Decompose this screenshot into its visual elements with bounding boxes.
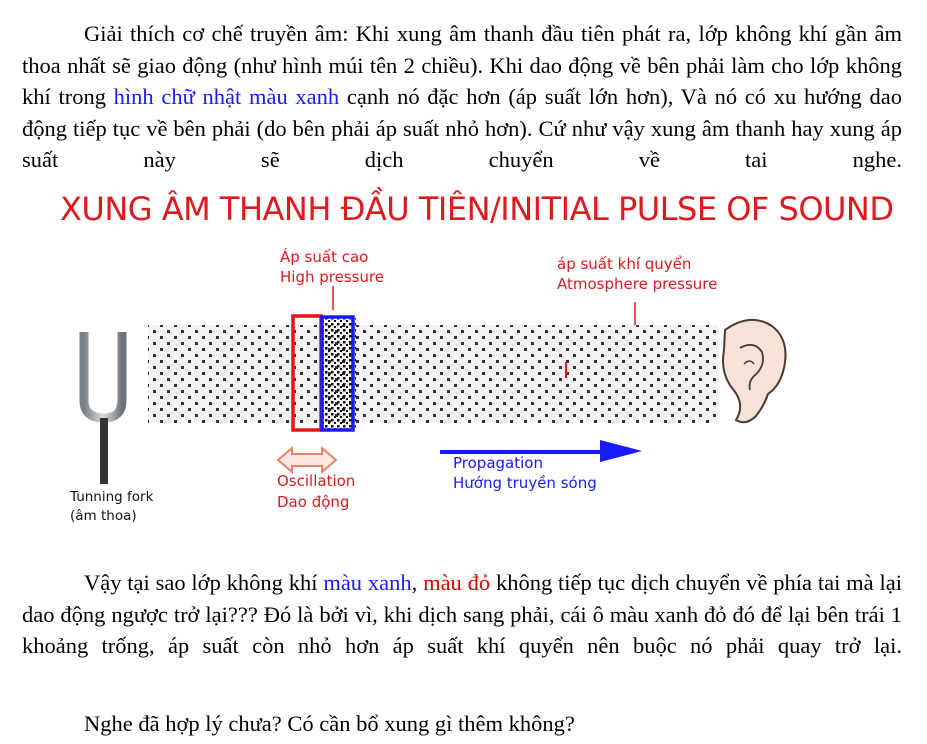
paragraph2-comma: , <box>411 570 424 595</box>
paragraph3-text: Nghe đã hợp lý chưa? Có cần bổ xung gì thêm không? <box>84 711 575 736</box>
paragraph2-text-a: Vậy tại sao lớp không khí <box>84 570 324 595</box>
propagation-label-vi: Hướng truyền sóng <box>453 474 597 492</box>
oscillation-label-vi: Dao động <box>277 493 350 511</box>
tuning-fork-icon <box>84 332 122 484</box>
propagation-label-en: Propagation <box>453 454 543 472</box>
paragraph-closing <box>22 708 902 740</box>
ear-icon <box>723 320 786 422</box>
oscillation-arrow-icon <box>278 448 336 472</box>
paragraph2-red-word: màu đỏ <box>423 570 491 595</box>
atmosphere-label-en: Atmosphere pressure <box>557 275 718 293</box>
paragraph-explanation <box>22 18 902 176</box>
air-molecules <box>148 325 718 423</box>
compressed-air-region <box>322 318 356 430</box>
paragraph-question <box>22 567 902 662</box>
tuning-fork-label-vi: (âm thoa) <box>70 508 137 524</box>
atmosphere-label-vi: áp suất khí quyển <box>557 255 692 273</box>
sound-pulse-figure <box>60 190 920 530</box>
tuning-fork-label-en: Tunning fork <box>70 489 154 505</box>
paragraph1-blue-highlight: hình chữ nhật màu xanh <box>113 84 340 110</box>
paragraph2-text-b: không tiếp tục dịch chuyển về phía tai mà lại dao động ngược trở lại??? Đó là bởi vì, khi dịch sang phải, cái ô màu xanh đỏ đó để lại bên trái 1 khoảng trống, áp suất còn nhỏ hơn áp suất khí quyển nên buộc nó phải quay trở lại. <box>22 570 902 659</box>
paragraph2-blue-word: màu xanh <box>323 570 412 595</box>
high-pressure-label-vi: Áp suất cao <box>280 248 369 266</box>
figure-title: XUNG ÂM THANH ĐẦU TIÊN/INITIAL PULSE OF SOUND <box>60 190 894 228</box>
oscillation-label-en: Oscillation <box>277 472 356 490</box>
paragraph1-text-b: cạnh nó đặc hơn (áp suất lớn hơn), Và nó có xu hướng dao động tiếp tục về bên phải (do bên phải áp suất nhỏ hơn). Cứ như vậy xung âm thanh hay xung áp suất này sẽ dịch chuyển về tai nghe. <box>22 84 902 173</box>
high-pressure-label-en: High pressure <box>280 268 385 286</box>
paragraph1-text-a: Giải thích cơ chế truyền âm: Khi xung âm thanh đầu tiên phát ra, lớp không khí gần âm thoa nhất sẽ giao động (như hình múi tên 2 chiều). Khi dao động về bên phải làm cho lớp không khí trong <box>22 21 902 110</box>
